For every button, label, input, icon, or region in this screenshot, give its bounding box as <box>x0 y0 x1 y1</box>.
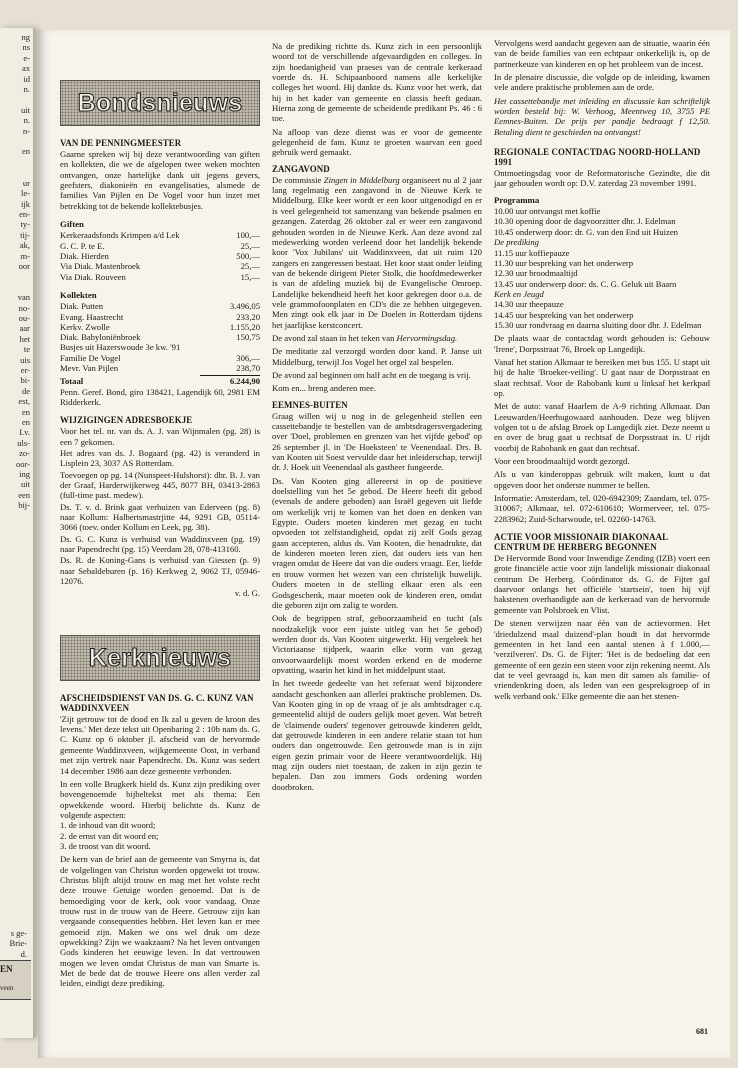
program-item: 10.00 uur ontvangst met koffie <box>494 206 601 217</box>
amount-name: Kerkeraadsfonds Krimpen a/d Lek <box>60 230 180 241</box>
amount-row <box>60 230 260 240</box>
previous-page-line: m- <box>20 250 30 261</box>
amount-value: 306,— <box>236 352 260 363</box>
total-table <box>60 375 260 386</box>
column-right <box>494 38 710 704</box>
previous-page-line: le- <box>21 188 30 199</box>
program-item: 10.30 opening door de dagvoorzitter dhr. J. Edelman <box>494 216 676 227</box>
total-label: Totaal <box>60 376 84 387</box>
column-left <box>60 80 260 992</box>
amount-row <box>60 261 260 271</box>
program-item: 15.30 uur rondvraag en daarna sluiting door dhr. J. Edelman <box>494 319 702 330</box>
previous-page-line <box>0 282 33 292</box>
amount-value: 500,— <box>236 251 260 261</box>
previous-page-text-bottom <box>0 928 30 959</box>
previous-page-line: s ge- <box>10 928 27 938</box>
zangavond-text: organiseert nu al 2 jaar lang regelmatig een zangavond in de Nieuwe Kerk te Middelburg. Elke keer wordt er een koor uitgenodigd en er is veel gelegenheid tot samenzang van bekende psalmen en gezangen. Zaterdag 26 oktober zal er weer een zangavond gehouden worden in de Nieuwe Kerk. Aan deze avond zal medewerking worden verleend door het landelijk bekende koor 'Vox Jubilans' uit Waddinxveen, dat uit ruim 120 zangers en zangeressen bestaat. Het koor staat onder leiding van de bekende dirigent Pieter Stolk, die hoofdmedewerker is van de afdeling muziek bij de Evangelische Omroep. Landelijke bekendheid heeft het koor gekregen door o.a. de vele grammofoonplaten en CD's die ze hebben uitgegeven. Men zingt ook elk jaar in De Doelen in Rotterdam tijdens het jaarlijkse kerstconcert. <box>272 174 482 330</box>
amount-value: 25,— <box>240 240 260 251</box>
previous-page-line <box>0 167 33 177</box>
previous-page-line: uit <box>21 104 30 115</box>
previous-page-line: er- <box>20 365 30 375</box>
previous-page-line: n. <box>23 115 30 126</box>
address-change: Toevoegen op pg. 14 (Nunspeet-Hulshorst): dhr. B. J. van der Graaf, Harderwijkerweg 445, 8077 BH, 03413-2863 (full-time past. medew). <box>60 469 260 501</box>
amount-row <box>60 363 260 373</box>
amount-name: Diak. Putten <box>60 301 104 312</box>
amount-name: Via Diak. Rouveen <box>60 271 126 282</box>
amount-value <box>220 342 260 352</box>
zangavond-paragraph-3: De meditatie zal verzorgd worden door kand. P. Janse uit Middelburg, terwijl Jos Vogel het orgel zal bespelen. <box>272 346 482 367</box>
afscheid-paragraph-3-text: De kern van de brief aan de gemeente van Smyrna is, dat de volgelingen van Christus worden opgewekt tot trouw. Christus blijft altijd trouw en mag met het volste recht deze trouwe Getuige worden genoemd. Dat is de bemoediging voor de kerk, ook voor vandaag. Onze trouw rust in de trouw van de Heere. Getrouw zijn kan vergaande consequenties hebben. Het leven kan er mee gemoeid zijn. Maken we ons wel druk om deze opwekking? Zijn we waakzaam? Na het leven ontvangen Gods kinderen het eeuwige leven. In dat vertrouwen mogen we leven omdat Christus de man van Smarte is. Met de bede dat de trouwe Heere ons allen verder zal leiden, eindigt deze prediking. <box>60 854 260 989</box>
zangavond-committee: Zingen in Middelburg <box>323 174 400 185</box>
previous-page-line: en <box>21 406 30 417</box>
program-item: 14.45 uur bespreking van het onderwerp <box>494 309 634 320</box>
amount-name: Diak. Hierden <box>60 251 109 261</box>
amount-row <box>60 251 260 261</box>
amount-row <box>60 353 260 363</box>
previous-page-line: ijk <box>21 198 30 209</box>
amount-name: Busjes uit Hazerswoude 3e kw. '91 <box>60 342 181 353</box>
previous-page-heading-box <box>0 960 31 1000</box>
address-change: Ds. G. C. Kunz is verhuisd van Waddinxveen (pg. 19) naar Papendrecht (pg. 15) Veerdam 28, 078-413160. <box>60 533 260 555</box>
total-amount: 6.244,90 <box>200 376 260 387</box>
amount-name: G. C. P. te E. <box>60 240 105 251</box>
previous-page-line: een <box>18 489 30 500</box>
previous-page-subtext: veen <box>0 984 14 992</box>
giften-heading: Giften <box>60 219 84 230</box>
previous-page-line: van <box>17 292 30 303</box>
zangavond-intro: De commissie <box>272 174 324 185</box>
column-middle <box>272 38 482 795</box>
amount-name: Via Diak. Mastenbroek <box>60 261 141 272</box>
previous-page-line: te <box>23 344 30 355</box>
previous-page-line: d. <box>20 948 27 959</box>
afscheid-paragraph-2: In een volle Brugkerk hield ds. Kunz zijn prediking over bovengenoemde bijbeltekst met als thema: Een opwekkende woord. Hierbij belichtte ds. Kunz de volgende aspecten: <box>60 778 260 820</box>
programma-heading: Programma <box>494 194 540 205</box>
eemnes-heading: EEMNES-BUITEN <box>272 399 348 410</box>
afscheid-paragraph-5: Na afloop van deze dienst was er voor de gemeente gelegenheid de fam. Kunz te groeten waarvan een goed gebruik werd gemaakt. <box>272 126 482 158</box>
program-item: 13.45 uur onderwerp door: ds. C. G. Geluk uit Baarn <box>494 278 677 289</box>
amount-value: 150,75 <box>236 332 260 343</box>
previous-page-line: de <box>21 385 30 396</box>
aspect-item: 2. de ernst van dit woord en; <box>60 830 159 841</box>
address-change: Ds. T. v. d. Brink gaat verhuizen van Ederveen (pg. 8) naar Kollum: Halbertsmastrjitte 44, 9291 GB, 05114-3066 (toev. onder Kollum en Leek, pg. 38). <box>60 501 260 533</box>
zangavond-p2-text: De avond zal staan in het teken van <box>272 332 397 343</box>
previous-page-line: ax <box>21 63 30 74</box>
previous-page-edge <box>0 28 35 1038</box>
previous-page-line: ng <box>21 32 30 42</box>
zangavond-paragraph-2 <box>272 333 482 343</box>
amount-value: 100,— <box>236 230 260 241</box>
zangavond-paragraph-5: Kom en... breng anderen mee. <box>272 383 376 394</box>
aspecten-list <box>60 820 260 851</box>
bondsnieuws-banner <box>60 80 260 126</box>
address-change: Voor het tel. nr. van ds. A. J. van Wijnmalen (pg. 28) is een 7 gekomen. <box>60 426 260 447</box>
afscheid-paragraph-4: Na de prediking richtte ds. Kunz zich in een persoonlijk woord tot de verschillende afgevaardigden en colleges. In zijn hoedanigheid van praeses van de centrale kerkeraad voerde ds. H. Schipaanboord namens alle kerkelijke colleges het woord. Hij dankte ds. Kunz voor het werk, dat hij in het kader van gemeente en classis heeft gedaan. Hierna zong de gemeente de scheidende predikant Ps. 46 : 6 toe. <box>272 41 482 124</box>
kollekten-table <box>60 301 260 373</box>
amount-row <box>60 342 260 352</box>
amount-value: 15,— <box>240 271 260 282</box>
actie-paragraph-1: De Hervormde Bond voor Inwendige Zending (IZB) voert een grote financiële actie voor zijn landelijk missionair diakonaal centrum De Herberg. Coördinator ds. G. de Fijter gaf daarvoor onlangs het officiële 'startsein', toen hij vijf bakstenen overhandigde aan de kerkeraad van de hervormde gemeente van Polsbroek en Vlist. <box>494 553 710 615</box>
giften-table <box>60 230 260 281</box>
previous-page-line: id <box>23 73 30 84</box>
previous-page-line: Brie- <box>9 938 27 949</box>
amount-name: Evang. Haastrecht <box>60 311 124 322</box>
kerknieuws-title: Kerknieuws <box>88 643 232 672</box>
previous-page-line: bij- <box>18 500 30 511</box>
previous-page-line <box>0 271 33 281</box>
previous-page-line: ak, <box>19 240 30 251</box>
adresboekje-heading: WIJZIGINGEN ADRESBOEKJE <box>60 415 193 426</box>
previous-page-line: tij- <box>20 229 30 240</box>
previous-page-line <box>0 94 33 104</box>
regionale-paragraph-6: Als u van kinderoppas gebruik wilt maken, kunt u dat opgeven door het onderste nummer te bellen. <box>494 469 710 490</box>
signoff: v. d. G. <box>234 588 260 599</box>
amount-value: 25,— <box>240 261 260 272</box>
amount-row <box>60 332 260 342</box>
previous-page-heading: EN <box>0 964 13 974</box>
kerknieuws-banner <box>60 635 260 681</box>
previous-page-line: ou- <box>18 312 30 323</box>
amount-row <box>60 241 260 251</box>
eemnes-paragraph-6: In de plenaire discussie, die volgde op de inleiding, kwamen vele andere praktische problemen aan de orde. <box>494 72 710 93</box>
eemnes-paragraph-3: Ook de begrippen straf, gehoorzaamheid en tucht (als noodzakelijk voor een juiste uitleg van het 5e gebod) werden door ds. Van Kooten uitgewerkt. Hij vergeleek het Victoriaanse tijdperk, waarin elke vorm van gezag onvoorwaardelijk moest worden erkend en de moderne opvatting, waarin het kind in het middelpunt staat. <box>272 613 482 675</box>
afscheid-paragraph-3 <box>60 854 260 988</box>
previous-page-line <box>0 157 33 167</box>
zangavond-paragraph-1 <box>272 175 482 330</box>
regionale-heading: REGIONALE CONTACTDAG NOORD-HOLLAND 1991 <box>494 147 701 168</box>
amount-row <box>60 301 260 311</box>
eemnes-paragraph-2: Ds. Van Kooten ging allereerst in op de positieve doelstelling van het 5e gebod. De Heere heeft dit gebod (evenals de andere geboden) aan Israël gegeven uit liefde om werkelijk vrij te komen van het doen en denken van Egypte. Ouders moeten kinderen met gezag en tucht opvoeden tot zelfstandigheid, opdat zij zelf Gods gezag gaan accepteren, aldus ds. Van Kooten, die benadrukte, dat de kinderen moeten leren zien, dat ouders iets van hen vragen omdat de Heere dat van die ouders vraagt. Eer, liefde en trouw vormen het wezen van een christelijk huwelijk. Ouders moeten in de stelling elkaar eren als een Godsgeschenk, maar moeten ook de kinderen eren, omdat die geboren zijn om zalig te worden. <box>272 475 482 610</box>
program-item: 14.30 uur theepauze <box>494 299 564 310</box>
previous-page-line: zo- <box>19 448 30 459</box>
previous-page-line: en <box>21 417 30 428</box>
previous-page-line: ty- <box>20 219 30 230</box>
bondsnieuws-title: Bondsnieuws <box>77 88 243 117</box>
previous-page-text <box>0 28 33 511</box>
previous-page-line: uit <box>21 479 30 490</box>
previous-page-line: uls- <box>17 437 30 448</box>
address-change: Het adres van ds. J. Bogaard (pg. 42) is veranderd in Lisplein 23, 3037 AS Rotterdam. <box>60 447 260 469</box>
amount-name: Diak. Babyloniënbroek <box>60 332 141 343</box>
address-change: Ds. R. de Koning-Gans is verhuisd van Giessen (p. 9) naar Sebaldeburen (p. 16) Kerkweg 2, 9062 TJ, 05946-12076. <box>60 555 260 587</box>
afscheid-paragraph-1: 'Zijt getrouw tot de dood en Ik zal u geven de kroon des levens.' Met deze tekst uit Openbaring 2 : 10b nam ds. G. C. Kunz op 6 oktober jl. afscheid van de hervormde gemeente Waddinxveen, wijkgemeente Oost, in verband met zijn vertrek naar Papendrecht. Ds. Kunz was sedert 14 december 1986 aan deze gemeente verbonden. <box>60 713 260 776</box>
regionale-paragraph-2: De plaats waar de contactdag wordt gehouden is: Gebouw 'Irene', Dorpsstraat 76, Broek op Langedijk. <box>494 333 710 354</box>
programma-list <box>494 206 710 330</box>
penningmeester-heading: VAN DE PENNINGMEESTER <box>60 138 182 148</box>
eemnes-order-note: Het cassettebandje met inleiding en discussie kan schriftelijk worden besteld bij: W. Verhoog, Meentweg 10, 3755 PE Eemnes-Buiten. De prijs per pandje bedraagt f 12,50. Betaling dient te geschieden na ontvangst! <box>494 95 710 137</box>
zangavond-paragraph-4: De avond zal beginnen om half acht en de toegang is vrij. <box>272 369 471 380</box>
program-item: 10.45 onderwerp door: dr. G. van den End uit Huizen <box>494 226 678 237</box>
bank-line: Penn. Geref. Bond, giro 138421, Lagendijk 60, 2981 EM Ridderkerk. <box>60 386 260 407</box>
amount-row <box>60 312 260 322</box>
amount-row <box>60 322 260 332</box>
previous-page-line: I.v. <box>19 427 30 438</box>
previous-page-line: n- <box>22 125 30 136</box>
previous-page-line: het <box>19 333 30 344</box>
previous-page-line: ing <box>19 469 30 480</box>
regionale-paragraph-3: Vanaf het station Alkmaar te bereiken met bus 155. U stapt uit bij de halte 'Broeker-veiling'. U gaat naar de Dorpsstraat en slaat rechtsaf. Voor de Rabobank kunt u linksaf het kerkpad op. <box>494 356 710 398</box>
program-item: 12.30 uur broodmaaltijd <box>494 268 578 279</box>
previous-page-line: oor- <box>16 458 30 469</box>
eemnes-paragraph-5: Vervolgens werd aandacht gegeven aan de situatie, waarin één van de beide families van een echtpaar onkerkelijk is, op de partnerkeuze van kinderen en op het probleem van de incest. <box>494 38 710 69</box>
previous-page-line: uis <box>20 354 30 365</box>
aspect-item: 3. de troost van dit woord. <box>60 840 151 851</box>
previous-page-line: ns <box>22 42 30 53</box>
previous-page-line: e- <box>23 52 30 63</box>
zangavond-p2-italic: Hervormingsdag. <box>396 332 458 343</box>
actie-heading: ACTIE VOOR MISSIONAIR DIAKONAAL CENTRUM DE HERBERG BEGONNEN <box>494 532 668 553</box>
amount-row <box>60 272 260 282</box>
amount-name: Familie De Vogel <box>60 352 121 363</box>
regionale-paragraph-7: Informatie: Amsterdam, tel. 020-6942309; Zaandam, tel. 075-310067; Alkmaar, tel. 072-610610; Wormerveer, tel. 075-2283962; Zuid-Scharwoude, tel. 02260-14763. <box>494 493 710 524</box>
magazine-page <box>38 30 730 1058</box>
program-item: Kerk en Jeugd <box>494 288 544 299</box>
previous-page-line: aar <box>19 323 30 334</box>
previous-page-line: en <box>21 146 30 157</box>
previous-page-line <box>0 136 33 146</box>
program-item: De prediking <box>494 237 539 248</box>
amount-name: Mevr. Van Pijlen <box>60 363 119 374</box>
previous-page-line: est, <box>18 396 30 407</box>
eemnes-paragraph-1: Graag willen wij u nog in de gelegenheid stellen een cassettebandje te bestellen van de ambtsdragersvergadering over 'Doel, problemen en grenzen van het vijfde gebod' op 26 september jl. in 'De Hoeksteen' te Veenendaal. Drs. B. van Kooten uit Soest vervulde daar het inleiderschap, terwijl dr. J. Hoek uit Veenendaal als gastheer fungeerde. <box>272 410 482 473</box>
previous-page-line: oor <box>18 260 30 271</box>
amount-value: 1.155,20 <box>229 321 260 332</box>
zangavond-heading: ZANGAVOND <box>272 163 330 174</box>
amount-value: 238,70 <box>236 363 260 374</box>
amount-name: Kerkv. Zwolle <box>60 321 110 332</box>
amount-value: 233,20 <box>236 311 260 322</box>
adresboekje-list <box>60 426 260 586</box>
previous-page-line: bi- <box>20 375 30 386</box>
regionale-paragraph-4: Met de auto: vanaf Haarlem de A-9 richting Alkmaar. Dan Leeuwarden/Heerhugowaard aanhouden. Deze weg blijven volgen tot u de afslag Broek op Langedijk ziet. Deze neemt u en over de brug gaat u rechtsaf de Dorpsstraat in. U rijdt voorbij de Rabobank en gaat dan rechtsaf. <box>494 401 710 453</box>
eemnes-paragraph-4: In het tweede gedeelte van het referaat werd bijzondere aandacht geschonken aan allerlei praktische problemen. Ds. Van Kooten ging in op de vraag of je als ambtsdrager c.q. gemeentelid altijd de ouders gelijk moet geven. Wat betreft de 'claimende ouders' tegenover getrouwde kinderen geldt, dat getrouwde kinderen in een andere relatie staan tot hun ouders dan ongetrouwde. Een getrouwde man is in zijn eigen gezin primair voor de Heere verantwoordelijk. Hij mag zijn ouders niet toestaan, de zaken in zijn gezin te bepalen. Dan zou immers Gods ordening worden doorbroken. <box>272 678 482 792</box>
previous-page-line: ur <box>22 177 30 188</box>
amount-value: 3.496,05 <box>229 301 260 312</box>
regionale-paragraph-1: Ontmoetingsdag voor de Reformatorische Gezindte, die dit jaar gehouden wordt op: D.V. zaterdag 23 november 1991. <box>494 168 710 189</box>
kollekten-heading: Kollekten <box>60 289 97 300</box>
program-item: 11.15 uur koffiepauze <box>494 247 570 258</box>
actie-paragraph-2: De stenen verwijzen naar één van de actievormen. Het 'driedulzend maal duizend'-plan houdt in dat hervormde gemeenten in het land een aantal stenen à f 1.000,— 'verzilveren'. Ds. G. de Fijter: 'Het is de bedoeling dat een gemeente of een gezin een steen voor zijn rekening neemt. Als dat te veel gevraagd is, kan men dit samen als familie- of vriendenkring doen, als leden van een gespreksgroep of in welk verband ook.' Elke gemeente die aan het stenen- <box>494 618 710 701</box>
page-number: 681 <box>696 1027 708 1036</box>
previous-page-line: no- <box>18 302 30 313</box>
previous-page-line: en- <box>19 208 30 219</box>
program-item: 11.30 uur bespreking van het onderwerp <box>494 257 634 268</box>
afscheid-heading: AFSCHEIDSDIENST VAN DS. G. C. KUNZ VAN WADDINXVEEN <box>60 692 254 713</box>
previous-page-line: n. <box>23 84 30 95</box>
regionale-paragraph-5: Voor een broodmaaltijd wordt gezorgd. <box>494 456 630 467</box>
penningmeester-text: Gaarne spreken wij bij deze verantwoording van giften en kollekten, die we de afgelopen twee weken mochten ontvangen, onze hartelijke dank uit jegens gevers, geefsters, diakonieën en evangelisaties, alsmede de families Van Pijlen en De Vogel voor hun inzet met betrekking tot de bekende kollektebusjes. <box>60 149 260 211</box>
aspect-item: 1. de inhoud van dit woord; <box>60 820 156 831</box>
